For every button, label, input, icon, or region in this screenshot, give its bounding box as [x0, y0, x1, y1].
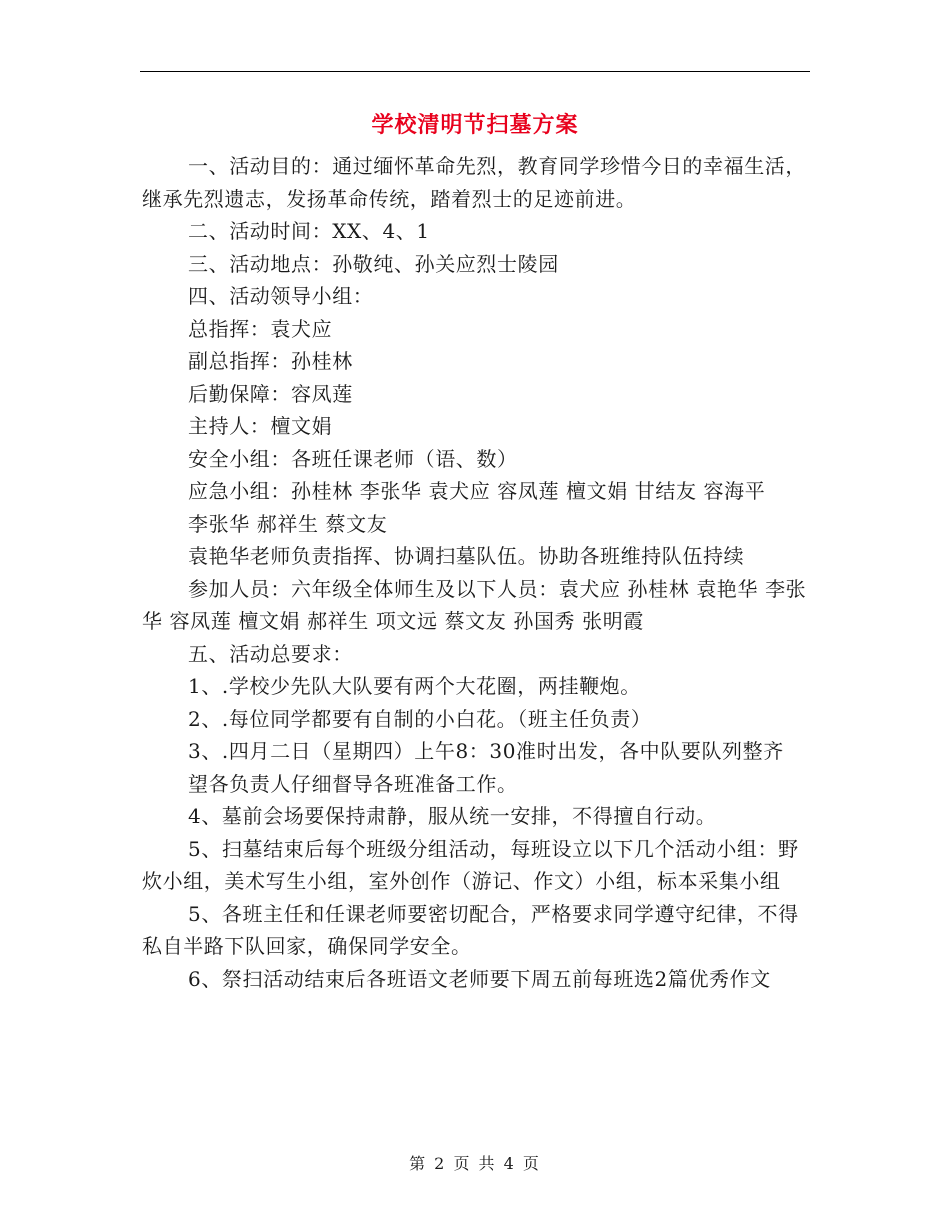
paragraph-deputy-commander: 副总指挥：孙桂林 [188, 349, 353, 373]
paragraph-commander: 总指挥：袁犬应 [188, 316, 333, 341]
page-number: 第 2 页 共 4 页 [409, 1154, 541, 1173]
paragraph-emergency-group-cont: 李张华 郝祥生 蔡文友 [188, 511, 388, 536]
paragraph-requirement-3: 3、.四月二日（星期四）上午8：30准时出发，各中队要队列整齐 [188, 739, 784, 763]
paragraph-time: 二、活动时间：XX、4、1 [188, 219, 430, 243]
document-body [142, 150, 810, 995]
paragraph-requirements-heading: 五、活动总要求： [188, 641, 353, 666]
header-rule [140, 71, 810, 72]
paragraph-requirement-4: 4、墓前会场要保持肃静，服从统一安排，不得擅自行动。 [188, 804, 717, 828]
paragraph-requirement-5b: 5、各班主任和任课老师要密切配合，严格要求同学遵守纪律，不得私自半路下队回家，确保同学安全。 [142, 901, 799, 958]
paragraph-requirement-1: 1、.学校少先队大队要有两个大花圈，两挂鞭炮。 [188, 674, 641, 698]
paragraph-emergency-group: 应急小组：孙桂林 李张华 袁犬应 容凤莲 檀文娟 甘结友 容海平 [188, 479, 766, 503]
paragraph-requirement-2: 2、.每位同学都要有自制的小白花。（班主任负责） [188, 706, 652, 731]
paragraph-purpose: 一、活动目的：通过缅怀革命先烈，教育同学珍惜今日的幸福生活，继承先烈遗志，发扬革命传统，踏着烈士的足迹前进。 [142, 154, 806, 211]
paragraph-coordinator: 袁艳华老师负责指挥、协调扫墓队伍。协助各班维持队伍持续 [188, 544, 745, 568]
paragraph-requirement-5a: 5、扫墓结束后每个班级分组活动，每班设立以下几个活动小组：野炊小组，美术写生小组，室外创作（游记、作文）小组，标本采集小组 [142, 836, 799, 893]
paragraph-safety-group: 安全小组：各班任课老师（语、数） [188, 446, 518, 471]
paragraph-supervision: 望各负责人仔细督导各班准备工作。 [188, 771, 518, 796]
paragraph-host: 主持人：檀文娟 [188, 414, 333, 438]
paragraph-requirement-6: 6、祭扫活动结束后各班语文老师要下周五前每班选2篇优秀作文 [188, 966, 771, 991]
document-title: 学校清明节扫墓方案 [371, 112, 579, 138]
paragraph-participants: 参加人员：六年级全体师生及以下人员：袁犬应 孙桂林 袁艳华 李张华 容凤莲 檀文娟 郝祥生 项文远 蔡文友 孙国秀 张明霞 [142, 576, 807, 633]
paragraph-logistics: 后勤保障：容凤莲 [188, 381, 353, 406]
paragraph-location: 三、活动地点：孙敬纯、孙关应烈士陵园 [188, 251, 559, 276]
paragraph-leadership-heading: 四、活动领导小组： [188, 284, 374, 308]
